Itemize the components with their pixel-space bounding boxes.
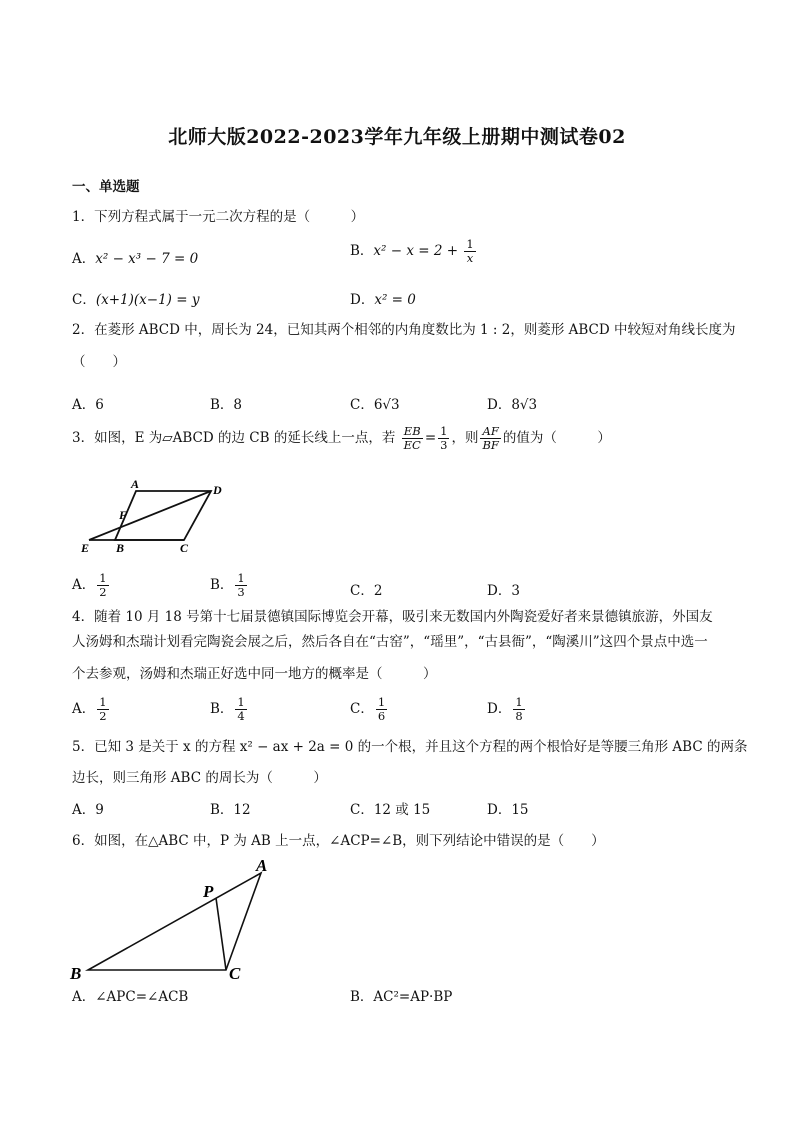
question-3-option-a: A． $\frac{1}{2}$ <box>72 571 107 599</box>
question-5-option-d: D．15 <box>487 802 529 818</box>
label-c: C <box>229 964 241 983</box>
label-d: D <box>213 483 222 497</box>
question-4-option-b: B． $\frac{1}{4}$ <box>210 695 245 723</box>
triangle-figure <box>66 855 280 985</box>
question-4-option-a: A． $\frac{1}{2}$ <box>72 695 107 723</box>
question-4-option-d: D． $\frac{1}{8}$ <box>487 695 523 723</box>
fraction: $\frac{1}{8}$ <box>515 695 523 723</box>
question-4-option-c: C． $\frac{1}{6}$ <box>350 695 386 723</box>
label-b: B <box>116 541 125 555</box>
question-5-stem-line-2: 边长，则三角形 ABC 的周长为（ ） <box>72 770 327 786</box>
fraction-eb-ec: $\frac{EB}{EC}$ <box>403 424 421 452</box>
fraction: $\frac{1}{2}$ <box>99 571 107 599</box>
section-heading: 一、单选题 <box>72 179 140 195</box>
fraction: $\frac{1}{3}$ <box>237 571 245 599</box>
fraction: $\frac{1}{x}$ <box>466 237 474 265</box>
question-4-stem-line-3: 个去参观，汤姆和杰瑞正好选中同一地方的概率是（ ） <box>72 666 437 682</box>
label-f: F <box>119 508 128 522</box>
question-5-option-a: A．9 <box>72 802 104 818</box>
parallelogram-figure <box>76 474 236 558</box>
question-1-option-d: D．x² = 0 <box>350 292 416 308</box>
question-3-option-b: B． $\frac{1}{3}$ <box>210 571 245 599</box>
question-1-stem: 1．下列方程式属于一元二次方程的是（ ） <box>72 209 365 225</box>
line-ed <box>89 491 211 540</box>
question-1-option-a: A．x² − x³ − 7 = 0 <box>72 251 199 267</box>
question-3-stem: 3．如图，E 为▱ABCD 的边 CB 的延长线上一点，若 $\frac{EB}{EC}$ = $\frac{1}{3}$ ，则 $\frac{AF}{BF}$ 的值为（ ） <box>72 424 611 452</box>
question-1-option-b: B．x² − x = 2 + $\frac{1}{x}$ <box>350 237 474 265</box>
label-a: A <box>256 856 268 875</box>
question-2-option-b: B．8 <box>210 397 243 413</box>
question-2-stem-line-2: （ ） <box>72 354 126 370</box>
question-5-stem-line-1: 5．已知 3 是关于 x 的方程 x² − ax + 2a = 0 的一个根，并且这个方程的两个根恰好是等腰三角形 ABC 的两条 <box>72 739 748 755</box>
question-6-stem: 6．如图，在△ABC 中，P 为 AB 上一点，∠ACP=∠B，则下列结论中错误的是（ ） <box>72 833 605 849</box>
label-b: B <box>70 964 82 983</box>
fraction-one-third: $\frac{1}{3}$ <box>440 424 448 452</box>
question-2-option-c: C．6√3 <box>350 397 400 413</box>
label-e: E <box>81 541 90 555</box>
question-1-option-c: C．(x+1)(x−1) = y <box>72 292 200 308</box>
parallelogram-abcd <box>115 491 211 540</box>
question-6-option-a: A．∠APC=∠ACB <box>72 989 189 1005</box>
question-4-stem-line-1: 4．随着 10 月 18 号第十七届景德镇国际博览会开幕，吸引来无数国内外陶瓷爱好者来景德镇旅游，外国友 <box>72 609 713 625</box>
label-c: C <box>180 541 189 555</box>
question-2-option-d: D．8√3 <box>487 397 538 413</box>
fraction-af-bf: $\frac{AF}{BF}$ <box>482 424 499 452</box>
fraction: $\frac{1}{2}$ <box>99 695 107 723</box>
segment-pc <box>216 898 226 970</box>
fraction: $\frac{1}{4}$ <box>237 695 245 723</box>
fraction: $\frac{1}{6}$ <box>377 695 386 723</box>
label-a: A <box>131 477 140 491</box>
question-2-option-a: A．6 <box>72 397 104 413</box>
triangle-abc <box>88 873 261 970</box>
question-5-option-b: B．12 <box>210 802 251 818</box>
question-5-option-c: C．12 或 15 <box>350 802 431 818</box>
question-3-option-c: C．2 <box>350 583 383 599</box>
question-2-stem-line-1: 2．在菱形 ABCD 中，周长为 24，已知其两个相邻的内角度数比为 1 : 2，则菱形 ABCD 中较短对角线长度为 <box>72 322 736 338</box>
question-4-stem-line-2: 人汤姆和杰瑞计划看完陶瓷会展之后，然后各自在“古窑”，“瑶里”，“古县衙”，“陶溪川”这四个景点中选一 <box>72 634 708 650</box>
question-6-option-b: B．AC²=AP·BP <box>350 989 453 1005</box>
page-title: 北师大版2022-2023学年九年级上册期中测试卷02 <box>168 126 626 148</box>
question-3-option-d: D．3 <box>487 583 520 599</box>
label-p: P <box>203 882 214 901</box>
